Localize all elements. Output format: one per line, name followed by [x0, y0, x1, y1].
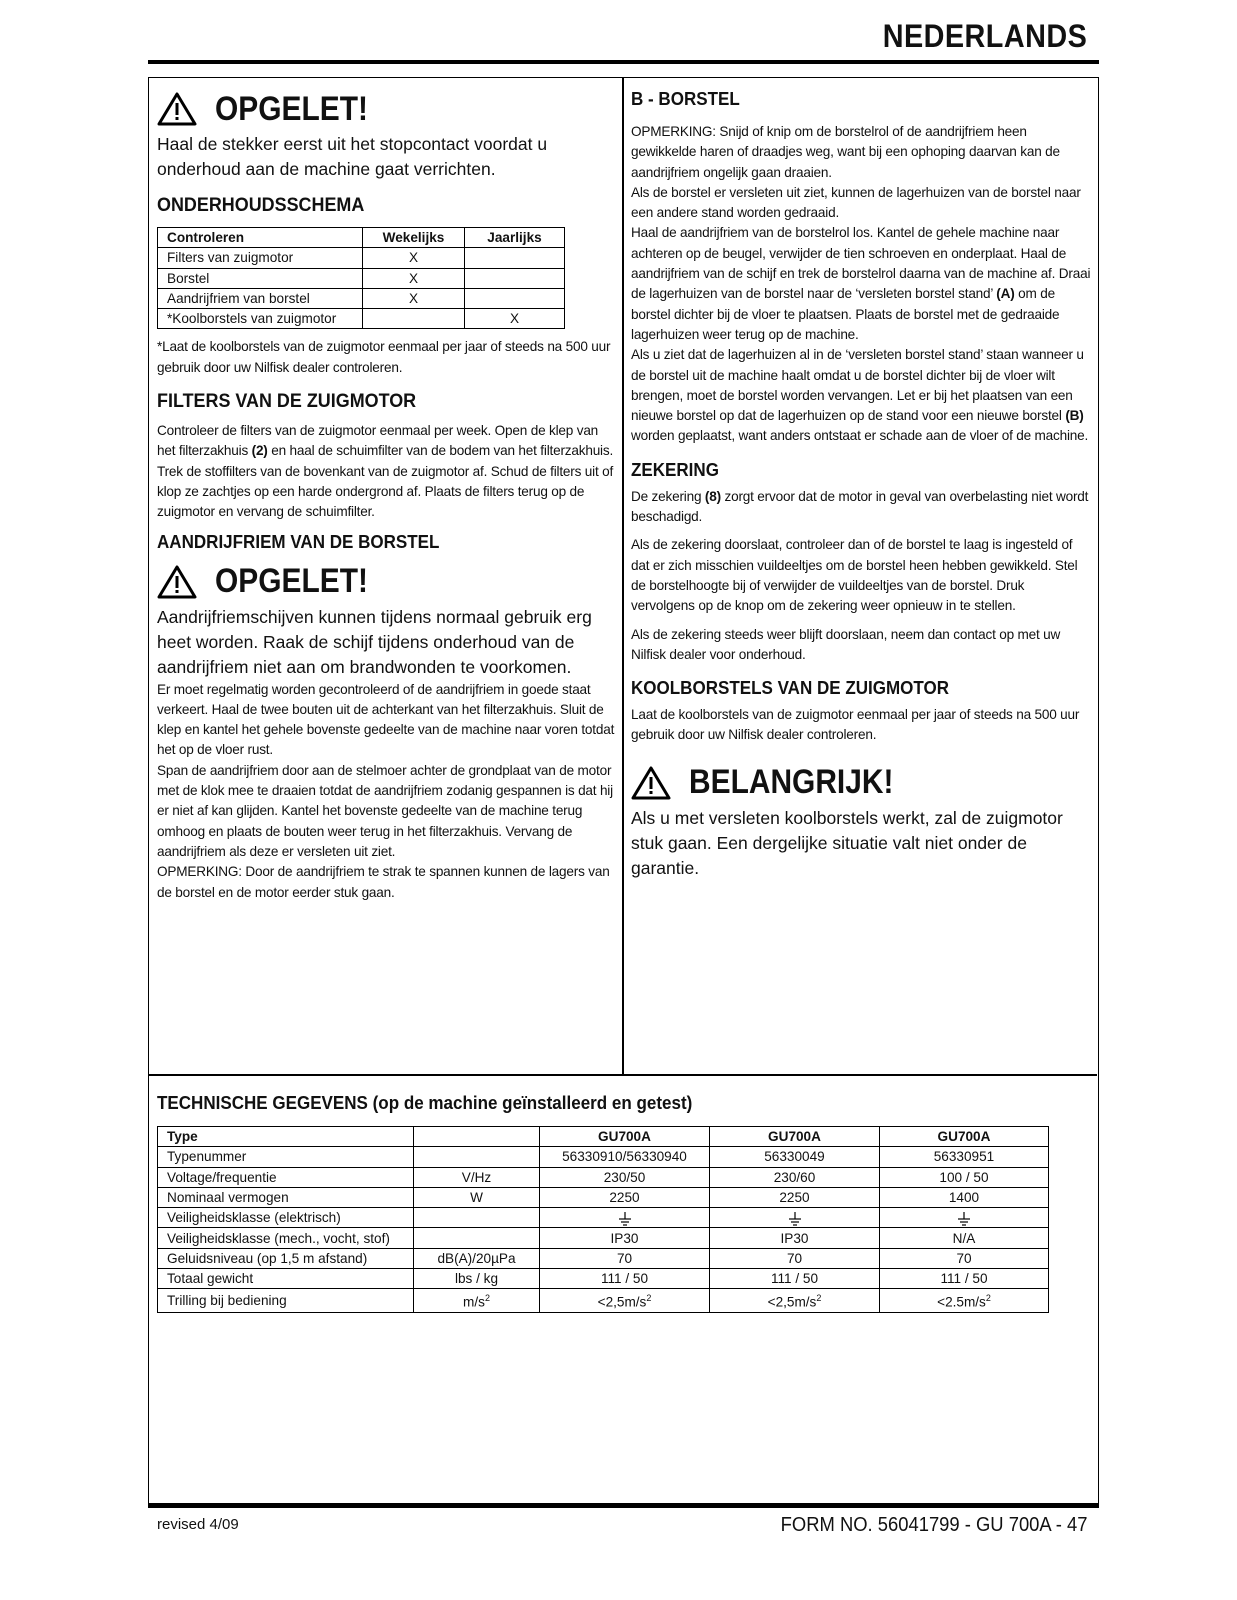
- brush-heading: B - BORSTEL: [631, 88, 740, 109]
- table-cell: 56330910/56330940: [540, 1147, 710, 1167]
- carbon-text: Laat de koolborstels van de zuigmotor eenmaal per jaar of steeds na 500 uur gebruik door uw Nilfisk dealer controleren.: [631, 707, 1080, 743]
- table-cell: 70: [710, 1248, 880, 1268]
- column-header: GU700A: [880, 1127, 1049, 1147]
- text-segment: en haal de schuimfilter van de bodem van het filterzakhuis. Trek de stoffilters van de bovenkant van de zuigmotor af. Schud de filters uit of klop ze zachtjes op een harde ondergrond af. Plaats de filters terug op de zuigmotor en vervang de schuimfilter.: [157, 443, 614, 520]
- table-cell: Totaal gewicht: [158, 1269, 414, 1289]
- value-text: <2,5m/s: [767, 1294, 817, 1310]
- table-row: [158, 1289, 1049, 1313]
- table-row: [158, 1269, 1049, 1289]
- table-cell: [710, 1289, 880, 1313]
- reference-number: (2): [251, 443, 268, 459]
- section-divider: [149, 1074, 1097, 1076]
- table-cell: [465, 288, 565, 308]
- table-cell: Aandrijfriem van borstel: [158, 288, 363, 308]
- table-row: [158, 1187, 1049, 1207]
- table-row: [158, 1147, 1049, 1167]
- column-header: Wekelijks: [363, 228, 465, 248]
- value-text: <2.5m/s: [937, 1294, 986, 1310]
- earth-symbol-cell: [710, 1208, 880, 1228]
- table-cell: 2250: [710, 1187, 880, 1207]
- column-divider: [622, 78, 624, 1074]
- earth-ground-icon: [788, 1212, 802, 1226]
- warning-title: OPGELET!: [215, 562, 368, 601]
- column-header: GU700A: [710, 1127, 880, 1147]
- form-number: FORM NO. 56041799 - GU 700A - 47: [780, 1514, 1087, 1536]
- left-column: [157, 86, 617, 903]
- table-cell: [363, 309, 465, 329]
- brush-text: Als de borstel er versleten uit ziet, kunnen de lagerhuizen van de borstel naar een andere stand worden gedraaid.: [631, 184, 1081, 221]
- superscript: 2: [646, 1293, 652, 1304]
- important-title: BELANGRIJK!: [689, 763, 894, 802]
- text-segment: om de borstel dichter bij de vloer te plaatsen. Plaats de borstel met de gedraaide lagerhuizen weer terug op de machine.: [631, 286, 1060, 342]
- table-cell: Typenummer: [158, 1147, 414, 1167]
- table-cell: X: [363, 288, 465, 308]
- table-cell: IP30: [710, 1228, 880, 1248]
- technical-data-table: [157, 1126, 1049, 1313]
- filters-text: [157, 421, 617, 522]
- schedule-heading: ONDERHOUDSSCHEMA: [157, 194, 365, 216]
- text-segment: De zekering: [631, 488, 705, 504]
- table-cell: 230/50: [540, 1167, 710, 1187]
- table-cell: N/A: [880, 1228, 1049, 1248]
- table-cell: [540, 1289, 710, 1313]
- table-cell: 111 / 50: [880, 1269, 1049, 1289]
- table-cell: Filters van zuigmotor: [158, 248, 363, 268]
- warning-triangle-icon: [631, 766, 671, 800]
- warning-block: [157, 86, 617, 132]
- warning-text: Haal de stekker eerst uit het stopcontact voordat u onderhoud aan de machine gaat verrichten.: [157, 134, 548, 179]
- column-header: Type: [158, 1127, 414, 1147]
- technical-data-section: [157, 1084, 1092, 1313]
- table-header-row: [158, 228, 565, 248]
- tech-heading: TECHNISCHE GEGEVENS (op de machine geïnstalleerd en getest): [157, 1092, 693, 1113]
- table-cell: 111 / 50: [710, 1269, 880, 1289]
- table-cell: Voltage/frequentie: [158, 1167, 414, 1187]
- value-text: <2,5m/s: [597, 1294, 647, 1310]
- earth-symbol-cell: [880, 1208, 1049, 1228]
- table-row: [158, 268, 565, 288]
- earth-symbol-cell: [540, 1208, 710, 1228]
- reference-letter: (A): [996, 286, 1015, 302]
- table-cell: Nominaal vermogen: [158, 1187, 414, 1207]
- table-cell: Veiligheidsklasse (mech., vocht, stof): [158, 1228, 414, 1248]
- filters-heading: FILTERS VAN DE ZUIGMOTOR: [157, 390, 417, 413]
- table-cell: 2250: [540, 1187, 710, 1207]
- warning-block: [157, 559, 617, 605]
- unit-text: m/s: [463, 1294, 485, 1310]
- maintenance-schedule-table: [157, 227, 565, 329]
- table-cell: [880, 1289, 1049, 1313]
- table-cell: dB(A)/20µPa: [414, 1248, 540, 1268]
- carbon-heading: KOOLBORSTELS VAN DE ZUIGMOTOR: [631, 677, 950, 699]
- table-cell: 230/60: [710, 1167, 880, 1187]
- table-row: [158, 1248, 1049, 1268]
- column-header: Jaarlijks: [465, 228, 565, 248]
- schedule-note: *Laat de koolborstels van de zuigmotor eenmaal per jaar of steeds na 500 uur gebruik door uw Nilfisk dealer controleren.: [157, 339, 611, 375]
- superscript: 2: [816, 1293, 822, 1304]
- table-row: [158, 288, 565, 308]
- column-header: GU700A: [540, 1127, 710, 1147]
- brush-text: [631, 223, 1091, 345]
- text-segment: Als u ziet dat de lagerhuizen al in de ‘versleten borstel stand’ staan wanneer u de borstel uit de machine haalt omdat u de borstel dichter bij de vloer wilt brengen, moet de borstel worden vervangen. Let er bij het plaatsen van een nieuwe borstel op dat de lagerhuizen op de stand voor een nieuwe borstel: [631, 347, 1084, 424]
- table-row: [158, 309, 565, 329]
- table-cell: 70: [540, 1248, 710, 1268]
- warning-triangle-icon: [157, 565, 197, 599]
- warning-title: OPGELET!: [215, 89, 368, 128]
- reference-letter: (B): [1065, 408, 1084, 424]
- table-cell: 111 / 50: [540, 1269, 710, 1289]
- table-cell: V/Hz: [414, 1167, 540, 1187]
- table-cell: Veiligheidsklasse (elektrisch): [158, 1208, 414, 1228]
- brush-text: [631, 345, 1091, 446]
- table-row: [158, 1228, 1049, 1248]
- table-cell: [465, 248, 565, 268]
- text-segment: worden geplaatst, want anders ontstaat er schade aan de vloer of de machine.: [631, 428, 1089, 444]
- table-cell: W: [414, 1187, 540, 1207]
- fuse-text: [631, 487, 1091, 528]
- belt-note: OPMERKING: Door de aandrijfriem te strak te spannen kunnen de lagers van de borstel en de motor eerder stuk gaan.: [157, 864, 610, 900]
- column-header: Controleren: [158, 228, 363, 248]
- earth-ground-icon: [957, 1212, 971, 1226]
- revision-label: revised 4/09: [157, 1516, 239, 1533]
- table-cell: X: [363, 268, 465, 288]
- table-cell: [414, 1289, 540, 1313]
- table-cell: IP30: [540, 1228, 710, 1248]
- table-cell: [414, 1208, 540, 1228]
- warning-triangle-icon: [157, 92, 197, 126]
- belt-heading: AANDRIJFRIEM VAN DE BORSTEL: [157, 530, 440, 552]
- table-row: [158, 248, 565, 268]
- table-cell: 56330049: [710, 1147, 880, 1167]
- table-cell: X: [363, 248, 465, 268]
- superscript: 2: [484, 1293, 490, 1304]
- table-cell: 56330951: [880, 1147, 1049, 1167]
- table-cell: 100 / 50: [880, 1167, 1049, 1187]
- table-row: [158, 1208, 1049, 1228]
- table-header-row: [158, 1127, 1049, 1147]
- table-cell: *Koolborstels van zuigmotor: [158, 309, 363, 329]
- fuse-heading: ZEKERING: [631, 458, 719, 480]
- column-header: [414, 1127, 540, 1147]
- important-text: Als u met versleten koolborstels werkt, zal de zuigmotor stuk gaan. Een dergelijke situatie valt niet onder de garantie.: [631, 807, 1063, 878]
- belt-text: Er moet regelmatig worden gecontroleerd of de aandrijfriem in goede staat verkeert. Haal de twee bouten uit de achterkant van het filterzakhuis. Sluit de klep en kantel het gehele bovenste gedeelte van de machine naar voren totdat het op de vloer rust.: [157, 681, 615, 758]
- right-column: [631, 86, 1091, 881]
- table-cell: 1400: [880, 1187, 1049, 1207]
- belt-text: Span de aandrijfriem door aan de stelmoer achter de grondplaat van de motor met de klok mee te draaien totdat de aandrijfriem zodanig gespannen is dat hij er niet af kan glijden. Kantel het bovenste gedeelte van de machine terug omhoog en plaats de bouten weer terug in het filterzakhuis. Vervang de aandrijfriem als deze er versleten uit ziet.: [157, 762, 613, 859]
- table-cell: Trilling bij bediening: [158, 1289, 414, 1313]
- warning-text: Aandrijfriemschijven kunnen tijdens normaal gebruik erg heet worden. Raak de schijf tijdens onderhoud van de aandrijfriem niet aan om brandwonden te voorkomen.: [157, 606, 592, 677]
- fuse-text: Als de zekering doorslaat, controleer dan of de borstel te laag is ingesteld of dat er zich misschien vuildeeltjes om de borstel heen hebben gewikkeld. Stel de borstelhoogte bij of verwijder de vuildeeltjes van de borstel. Druk vervolgens op de knop om de zekering weer opnieuw in te stellen.: [631, 537, 1078, 614]
- text-segment: zorgt ervoor dat de motor in geval van overbelasting niet wordt beschadigd.: [631, 488, 1089, 525]
- bottom-rule: [148, 1503, 1099, 1507]
- earth-ground-icon: [618, 1212, 632, 1226]
- table-cell: Geluidsniveau (op 1,5 m afstand): [158, 1248, 414, 1268]
- text-segment: Haal de aandrijfriem van de borstelrol los. Kantel de gehele machine naar achteren op de beugel, verwijder de tien schroeven en onderplaat. Haal de aandrijfriem van de schijf en trek de borstelrol daarna van de machine af. Draai de lagerhuizen van de borstel naar de ‘versleten borstel stand’: [631, 225, 1091, 302]
- table-cell: [414, 1147, 540, 1167]
- important-block: [631, 760, 1091, 806]
- superscript: 2: [985, 1293, 991, 1304]
- table-cell: [414, 1228, 540, 1248]
- fuse-text: Als de zekering steeds weer blijft doorslaan, neem dan contact op met uw Nilfisk dealer voor onderhoud.: [631, 626, 1061, 662]
- language-header: NEDERLANDS: [882, 18, 1087, 54]
- text-segment: Controleer de filters van de zuigmotor eenmaal per week. Open de klep van het filterzakhuis: [157, 423, 599, 459]
- table-cell: 70: [880, 1248, 1049, 1268]
- table-cell: X: [465, 309, 565, 329]
- content-frame: [148, 77, 1099, 1508]
- table-cell: Borstel: [158, 268, 363, 288]
- table-cell: [465, 268, 565, 288]
- table-cell: lbs / kg: [414, 1269, 540, 1289]
- top-rule: [148, 60, 1099, 64]
- reference-number: (8): [704, 488, 721, 504]
- brush-text: OPMERKING: Snijd of knip om de borstelrol of de aandrijfriem heen gewikkelde haren of draadjes weg, want bij een ophoping daarvan kan de aandrijfriem ongelijk gaan draaien.: [631, 124, 1060, 180]
- table-row: [158, 1167, 1049, 1187]
